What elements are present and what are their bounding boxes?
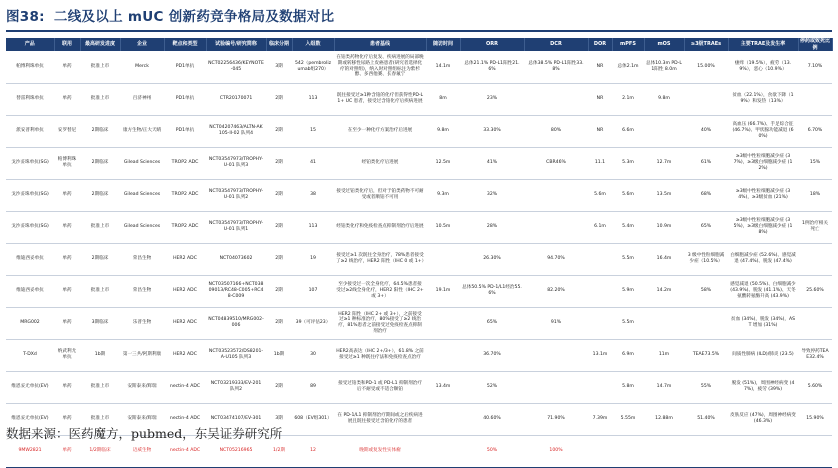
table-cell: 2期临床 — [80, 179, 120, 211]
table-cell — [524, 211, 588, 243]
table-cell: 41 — [292, 147, 334, 179]
table-cell: 帕博利珠单抗 — [54, 147, 80, 179]
column-header: ORR — [460, 38, 524, 51]
table-cell: 派安普利单抗 — [6, 115, 54, 147]
table-cell: 6.70% — [798, 115, 832, 147]
table-cell: TEAE73.5% — [684, 339, 728, 371]
table-cell: 5.9m — [612, 275, 644, 307]
table-cell: 总体21.1% PD-L1阳性21.6% — [460, 51, 524, 83]
table-cell: 5.6m — [588, 179, 612, 211]
table-cell: 维恩妥尤单抗(EV) — [6, 403, 54, 435]
table-cell: 单药 — [54, 371, 80, 403]
table-cell: 2期临床 — [80, 115, 120, 147]
table-cell: HER2高表达（IHC 2+/3+），61.8% 之前接受过≥1 种既往疗法和免疫检查点治疗 — [334, 339, 426, 371]
table-cell: 2期 — [266, 115, 292, 147]
table-cell — [426, 403, 460, 435]
figure-title — [6, 6, 832, 32]
table-cell: 94.70% — [524, 243, 588, 275]
table-cell: 总体10.3m PD-L1阳性 8.0m — [644, 51, 684, 83]
table-cell: 39（可评估23） — [292, 307, 334, 339]
table-cell: 15% — [798, 147, 832, 179]
table-cell: 2.1m — [612, 83, 644, 115]
table-cell: 在至少一种化疗方案治疗后进展 — [334, 115, 426, 147]
table-cell: 5.5m — [612, 243, 644, 275]
table-cell: 13.4m — [426, 371, 460, 403]
table-cell: 15.00% — [684, 51, 728, 83]
table-cell: 9MW2821 — [6, 435, 54, 467]
table-cell: HER2 阳性（IHC 2+ 或 3+），之前接受过≥1 种标准治疗，80%接受了≥2 线治疗，81%患者之前接受过免疫检查点抑制剂治疗 — [334, 307, 426, 339]
table-cell: 32% — [460, 179, 524, 211]
column-header: 企业 — [120, 38, 164, 51]
table-cell: 608（EV组301） — [292, 403, 334, 435]
table-cell: 百济神州 — [120, 83, 164, 115]
table-cell: nectin-4 ADC — [164, 403, 206, 435]
column-header: 产品 — [6, 38, 54, 51]
table-cell — [588, 243, 612, 275]
table-cell: HER2 ADC — [164, 307, 206, 339]
table-cell: 1b期 — [266, 339, 292, 371]
table-cell: NCT02256436/KEYNOTE-045 — [206, 51, 266, 83]
table-cell: 40% — [684, 115, 728, 147]
table-cell: PD1单抗 — [164, 115, 206, 147]
table-cell: 单药 — [54, 435, 80, 467]
table-cell — [426, 243, 460, 275]
table-cell: 批准上市 — [80, 371, 120, 403]
table-cell — [426, 307, 460, 339]
table-cell: 19 — [292, 243, 334, 275]
table-cell — [728, 435, 798, 467]
table-cell: PD1单抗 — [164, 83, 206, 115]
table-cell: 总体2.1m — [612, 51, 644, 83]
table-cell: 2期 — [266, 275, 292, 307]
table-cell: CTR20170071 — [206, 83, 266, 115]
table-cell: 13.1m — [588, 339, 612, 371]
column-header: 患者基线 — [334, 38, 426, 51]
table-cell: 单药 — [54, 179, 80, 211]
table-cell: 帕博利珠单抗 — [6, 51, 54, 83]
table-cell: 14.1m — [426, 51, 460, 83]
column-header: 靶点和类型 — [164, 38, 206, 51]
table-cell — [644, 435, 684, 467]
table-cell: 替雷利珠单抗 — [6, 83, 54, 115]
table-cell: 5.6m — [612, 179, 644, 211]
column-header: 入组数 — [292, 38, 334, 51]
table-cell — [524, 179, 588, 211]
table-cell: 康方生物/正大天晴 — [120, 115, 164, 147]
table-cell: 纳武利尤单抗 — [54, 339, 80, 371]
table-row — [6, 243, 832, 275]
table-row — [6, 371, 832, 403]
table-cell: 批准上市 — [80, 51, 120, 83]
column-header: DOR — [588, 38, 612, 51]
table-cell: 68% — [684, 179, 728, 211]
table-cell: 30 — [292, 339, 334, 371]
table-cell: 经铂类化疗和免疫检查点抑制剂治疗后进展 — [334, 211, 426, 243]
table-cell: 脱发 (51%)，周围神经病变 (47%)，疲劳 (39%) — [728, 371, 798, 403]
table-row — [6, 339, 832, 371]
table-cell: NCT03219333/EV-201 队列2 — [206, 371, 266, 403]
table-cell: NR — [588, 115, 612, 147]
table-cell: 113 — [292, 211, 334, 243]
table-cell: 38 — [292, 179, 334, 211]
table-cell: 总体50.5% PD-1/L1经治55.6% — [460, 275, 524, 307]
table-cell: 2期 — [266, 243, 292, 275]
table-cell: 16.4m — [644, 243, 684, 275]
table-cell: 3 级中性粒细胞减少症（10.5%） — [684, 243, 728, 275]
table-cell: 5.5m — [612, 307, 644, 339]
column-header: 主要TRAE及发生率 — [728, 38, 798, 51]
column-header: 随访时间 — [426, 38, 460, 51]
table-cell: 41% — [460, 147, 524, 179]
table-cell: 55% — [684, 371, 728, 403]
table-cell: 71.90% — [524, 403, 588, 435]
table-cell — [684, 83, 728, 115]
table-cell: 9.8m — [644, 83, 684, 115]
table-cell: 安斯泰来/辉瑞 — [120, 371, 164, 403]
table-cell: Gilead Sciences — [120, 147, 164, 179]
table-cell: 36.70% — [460, 339, 524, 371]
table-cell: 接受过≥1 次既往全身治疗，78%患者接受了≥2 线治疗，HER2 阳性（IHC 0 或 1+） — [334, 243, 426, 275]
table-cell: 11m — [644, 339, 684, 371]
table-cell: 51.40% — [684, 403, 728, 435]
table-cell: 既往接受过≥1种含铂的化疗但获得性PD-L1+ UC 患者，接受过含铂化疗后疾病进展 — [334, 83, 426, 115]
table-cell — [798, 243, 832, 275]
table-cell: 23% — [460, 83, 524, 115]
table-cell: 6.1m — [588, 211, 612, 243]
table-cell: 6.6m — [612, 115, 644, 147]
table-cell: 100% — [524, 435, 588, 467]
table-cell: 19.1m — [426, 275, 460, 307]
table-cell: 10.9m — [644, 211, 684, 243]
table-cell: 高血压 (66.7%)、手足综合征 (46.7%)、甲状腺功能减退 (60%) — [728, 115, 798, 147]
table-cell: 113 — [292, 83, 334, 115]
figure-title-text: 二线及以上 mUC 创新药竞争格局及数据对比 — [53, 9, 335, 25]
table-cell: 2期临床 — [80, 243, 120, 275]
table-cell: 5.60% — [798, 371, 832, 403]
table-cell: 7.10% — [798, 51, 832, 83]
column-header: mPFS — [612, 38, 644, 51]
table-cell: TROP2 ADC — [164, 147, 206, 179]
table-row — [6, 147, 832, 179]
table-cell — [524, 371, 588, 403]
table-cell: 15.90% — [798, 403, 832, 435]
table-cell: 荣昌生物 — [120, 275, 164, 307]
table-cell: 接受过铂类和PD-1 或 PD-L1 抑制剂治疗后不耐受或不适合顺铂 — [334, 371, 426, 403]
table-cell: CBR46% — [524, 147, 588, 179]
table-cell: 3期 — [266, 403, 292, 435]
table-cell: nectin-4 ADC — [164, 371, 206, 403]
table-cell: 50% — [460, 435, 524, 467]
table-row — [6, 275, 832, 307]
table-cell: 12.5m — [426, 147, 460, 179]
table-cell: 65% — [684, 211, 728, 243]
table-cell: 58% — [684, 275, 728, 307]
table-cell: 542（pembrolizumab组270） — [292, 51, 334, 83]
table-cell — [588, 371, 612, 403]
table-cell: Gilead Sciences — [120, 211, 164, 243]
table-cell: 15 — [292, 115, 334, 147]
table-cell — [588, 275, 612, 307]
column-header: DCR — [524, 38, 588, 51]
table-cell: 单药 — [54, 51, 80, 83]
table-cell: 第一三共/阿斯利康 — [120, 339, 164, 371]
table-cell: 批准上市 — [80, 211, 120, 243]
table-cell: 间质性肺病 (ILD)/肺炎 (23.5) — [728, 339, 798, 371]
table-row — [6, 115, 832, 147]
table-row — [6, 307, 832, 339]
table-cell: 戈沙妥珠单抗(SG) — [6, 211, 54, 243]
table-cell: 6.9m — [612, 339, 644, 371]
table-cell: 导致停药TEAE32.4% — [798, 339, 832, 371]
table-cell: 5.8m — [612, 371, 644, 403]
table-cell: 9.3m — [426, 179, 460, 211]
table-cell: 单药 — [54, 275, 80, 307]
table-cell: 经铂类化疗后进展 — [334, 147, 426, 179]
figure-label: 图38: — [6, 9, 45, 25]
table-cell: NCT03547973/TROPHY-U-01 队列3 — [206, 147, 266, 179]
table-cell: 感觉减退 (50.5%)、白细胞减少 (43.9%)、脱发 (41.1%)、天冬氨酸转氨酶升高 (43.9%) — [728, 275, 798, 307]
table-cell: 单药 — [54, 307, 80, 339]
table-cell: 白细胞减少症 (52.6%)、感觉减退 (47.4%)、脱发 (47.4%) — [728, 243, 798, 275]
table-cell: ≥3级中性粒细胞减少症 (34%)，≥3级贫血 (21%) — [728, 179, 798, 211]
table-cell: 维恩妥尤单抗(EV) — [6, 371, 54, 403]
table-cell: 40.60% — [460, 403, 524, 435]
table-cell: 10.5m — [426, 211, 460, 243]
table-cell: 2期 — [266, 147, 292, 179]
table-cell: 单药 — [54, 211, 80, 243]
table-cell: 7.39m — [588, 403, 612, 435]
table-cell: 28% — [460, 211, 524, 243]
table-cell: 1/2期 — [266, 435, 292, 467]
table-cell: 11.1 — [588, 147, 612, 179]
table-cell: 批准上市 — [80, 403, 120, 435]
table-cell: 乐普生物 — [120, 307, 164, 339]
table-cell: NR — [588, 83, 612, 115]
table-cell: NCT05216965 — [206, 435, 266, 467]
table-cell: 皮肤反应 (47%)，周围神经病变 (46.3%) — [728, 403, 798, 435]
table-cell: nectin-4 ADC — [164, 435, 206, 467]
column-header: mOS — [644, 38, 684, 51]
table-cell — [524, 339, 588, 371]
table-cell: 1例治疗相关死亡 — [798, 211, 832, 243]
table-cell: 18% — [798, 179, 832, 211]
table-row — [6, 211, 832, 243]
table-cell: 65% — [460, 307, 524, 339]
table-cell: 91% — [524, 307, 588, 339]
table-cell: ≥3级中性粒细胞减少症 (37%)，≥3级白细胞减少症 (12%) — [728, 147, 798, 179]
table-cell — [588, 307, 612, 339]
table-cell: 1b期 — [80, 339, 120, 371]
table-cell: 61% — [684, 147, 728, 179]
table-cell: 13.5m — [644, 179, 684, 211]
table-cell: 12.88m — [644, 403, 684, 435]
table-cell: 52% — [460, 371, 524, 403]
table-cell — [426, 435, 460, 467]
table-cell: Merck — [120, 51, 164, 83]
table-cell: 2期 — [266, 371, 292, 403]
column-header: 临床分期 — [266, 38, 292, 51]
table-cell: NCT04073602 — [206, 243, 266, 275]
table-cell: 维迪西妥单抗 — [6, 243, 54, 275]
table-cell — [798, 83, 832, 115]
table-cell: 5.4m — [612, 211, 644, 243]
table-cell: MRG002 — [6, 307, 54, 339]
table-cell: 5.3m — [612, 147, 644, 179]
competition-table — [6, 38, 833, 468]
table-cell: TROP2 ADC — [164, 211, 206, 243]
table-cell: 26.30% — [460, 243, 524, 275]
table-cell: 在铂类药物化疗后复发、疾病进展的局部晚期或转移性尿路上皮癌患者(研究者选择化疗的对照组)，纳入时对照组标注为紫杉醇、多西他赛、长春氟宁 — [334, 51, 426, 83]
table-cell: 12 — [292, 435, 334, 467]
table-row — [6, 51, 832, 83]
table-cell: 80% — [524, 115, 588, 147]
table-cell: 戈沙妥珠单抗(SG) — [6, 179, 54, 211]
table-cell: TROP2 ADC — [164, 179, 206, 211]
table-cell: 2期 — [266, 307, 292, 339]
table-cell: 至少接受过一次全身化疗，64.5%患者接受过≥2线全身化疗，HER2 阳性（IHC 2+ 或 3+） — [334, 275, 426, 307]
table-cell: 贫血 (34%)，脱发 (34%)，AST 增加 (31%) — [728, 307, 798, 339]
table-cell: 2期 — [266, 211, 292, 243]
table-cell: Gilead Sciences — [120, 179, 164, 211]
table-cell: HER2 ADC — [164, 339, 206, 371]
table-cell: 3期临床 — [80, 307, 120, 339]
column-header: 联用 — [54, 38, 80, 51]
table-cell — [644, 115, 684, 147]
table-cell: 安斯泰来/辉瑞 — [120, 403, 164, 435]
table-cell: 单药 — [54, 243, 80, 275]
column-header: 停药或致死比例 — [799, 38, 830, 51]
table-cell: 接受过铂类化疗后，但对于铂类药物不可耐受或者顺铂不可用 — [334, 179, 426, 211]
table-cell — [798, 435, 832, 467]
table-cell: NCT03547973/TROPHY-U-01 队列1 — [206, 211, 266, 243]
table-cell: 戈沙妥珠单抗(SG) — [6, 147, 54, 179]
column-header: ≥3级TRAEs — [684, 38, 728, 51]
table-cell: 在 PD-1/L1 抑制剂治疗期间或之后疾病进展且既往接受过含铂化疗的患者 — [334, 403, 426, 435]
table-cell: 2期临床 — [80, 147, 120, 179]
table-cell: 89 — [292, 371, 334, 403]
table-cell: 单药 — [54, 403, 80, 435]
table-cell: 9.8m — [426, 115, 460, 147]
table-cell: 瘙痒（19.5%），疲劳（13.9%），恶心（10.9%） — [728, 51, 798, 83]
table-cell: ≥3级中性粒细胞减少症 (35%)，≥3级白细胞减少症 (18%) — [728, 211, 798, 243]
source-note: 数据来源：医药魔方，pubmed，东吴证券研究所 — [6, 426, 283, 441]
table-cell: 14.7m — [644, 371, 684, 403]
table-cell: 晚期或复发性实体瘤 — [334, 435, 426, 467]
table-cell: 单药 — [54, 83, 80, 115]
table-cell: 安罗替尼 — [54, 115, 80, 147]
table-cell: 批准上市 — [80, 275, 120, 307]
table-cell — [524, 83, 588, 115]
table-cell: NCT03523572/DS8201-A-U105 队列3 — [206, 339, 266, 371]
table-cell — [644, 307, 684, 339]
table-cell: NCT04839510/MRG002-006 — [206, 307, 266, 339]
table-row — [6, 179, 832, 211]
table-cell: NCT04207463/ALTN-AK105-II-02 队列4 — [206, 115, 266, 147]
table-cell: 维迪西妥单抗 — [6, 275, 54, 307]
column-header: 最高研发进度 — [80, 38, 120, 51]
table-cell: 总体38.5% PD-L1阳性33.8% — [524, 51, 588, 83]
table-cell: 2期 — [266, 179, 292, 211]
column-header: 试验编号/研究简称 — [206, 38, 266, 51]
table-cell — [798, 307, 832, 339]
table-cell — [684, 435, 728, 467]
table-cell: 33.30% — [460, 115, 524, 147]
table-row — [6, 83, 832, 115]
table-cell: 5.55m — [612, 403, 644, 435]
table-cell — [684, 307, 728, 339]
table-cell: 迈威生物 — [120, 435, 164, 467]
table-cell: 贫血（22.1%），食欲下降（19%）和发热（13%） — [728, 83, 798, 115]
table-cell: 107 — [292, 275, 334, 307]
table-cell: PD1单抗 — [164, 51, 206, 83]
table-header-row — [6, 38, 832, 51]
table-cell: 14.2m — [644, 275, 684, 307]
table-cell: 荣昌生物 — [120, 243, 164, 275]
table-cell: 25.60% — [798, 275, 832, 307]
table-cell: NCT03507166+NCT03809013/RC48-C005+RC48-C009 — [206, 275, 266, 307]
table-cell — [588, 435, 612, 467]
table-cell: 2期 — [266, 83, 292, 115]
table-cell: T-DXd — [6, 339, 54, 371]
table-cell: NCT03474107/EV-301 — [206, 403, 266, 435]
table-cell: HER2 ADC — [164, 275, 206, 307]
table-cell: 8m — [426, 83, 460, 115]
table-cell: 批准上市 — [80, 83, 120, 115]
table-cell: 3期 — [266, 51, 292, 83]
table-cell — [426, 339, 460, 371]
table-cell: NR — [588, 51, 612, 83]
table-body — [6, 51, 832, 467]
table-cell: 12.7m — [644, 147, 684, 179]
table-cell: NCT03547973/TROPHY-U-01 队列2 — [206, 179, 266, 211]
table-cell: HER2 ADC — [164, 243, 206, 275]
table-cell: 1/2期临床 — [80, 435, 120, 467]
table-cell: 82.20% — [524, 275, 588, 307]
table-cell — [612, 435, 644, 467]
